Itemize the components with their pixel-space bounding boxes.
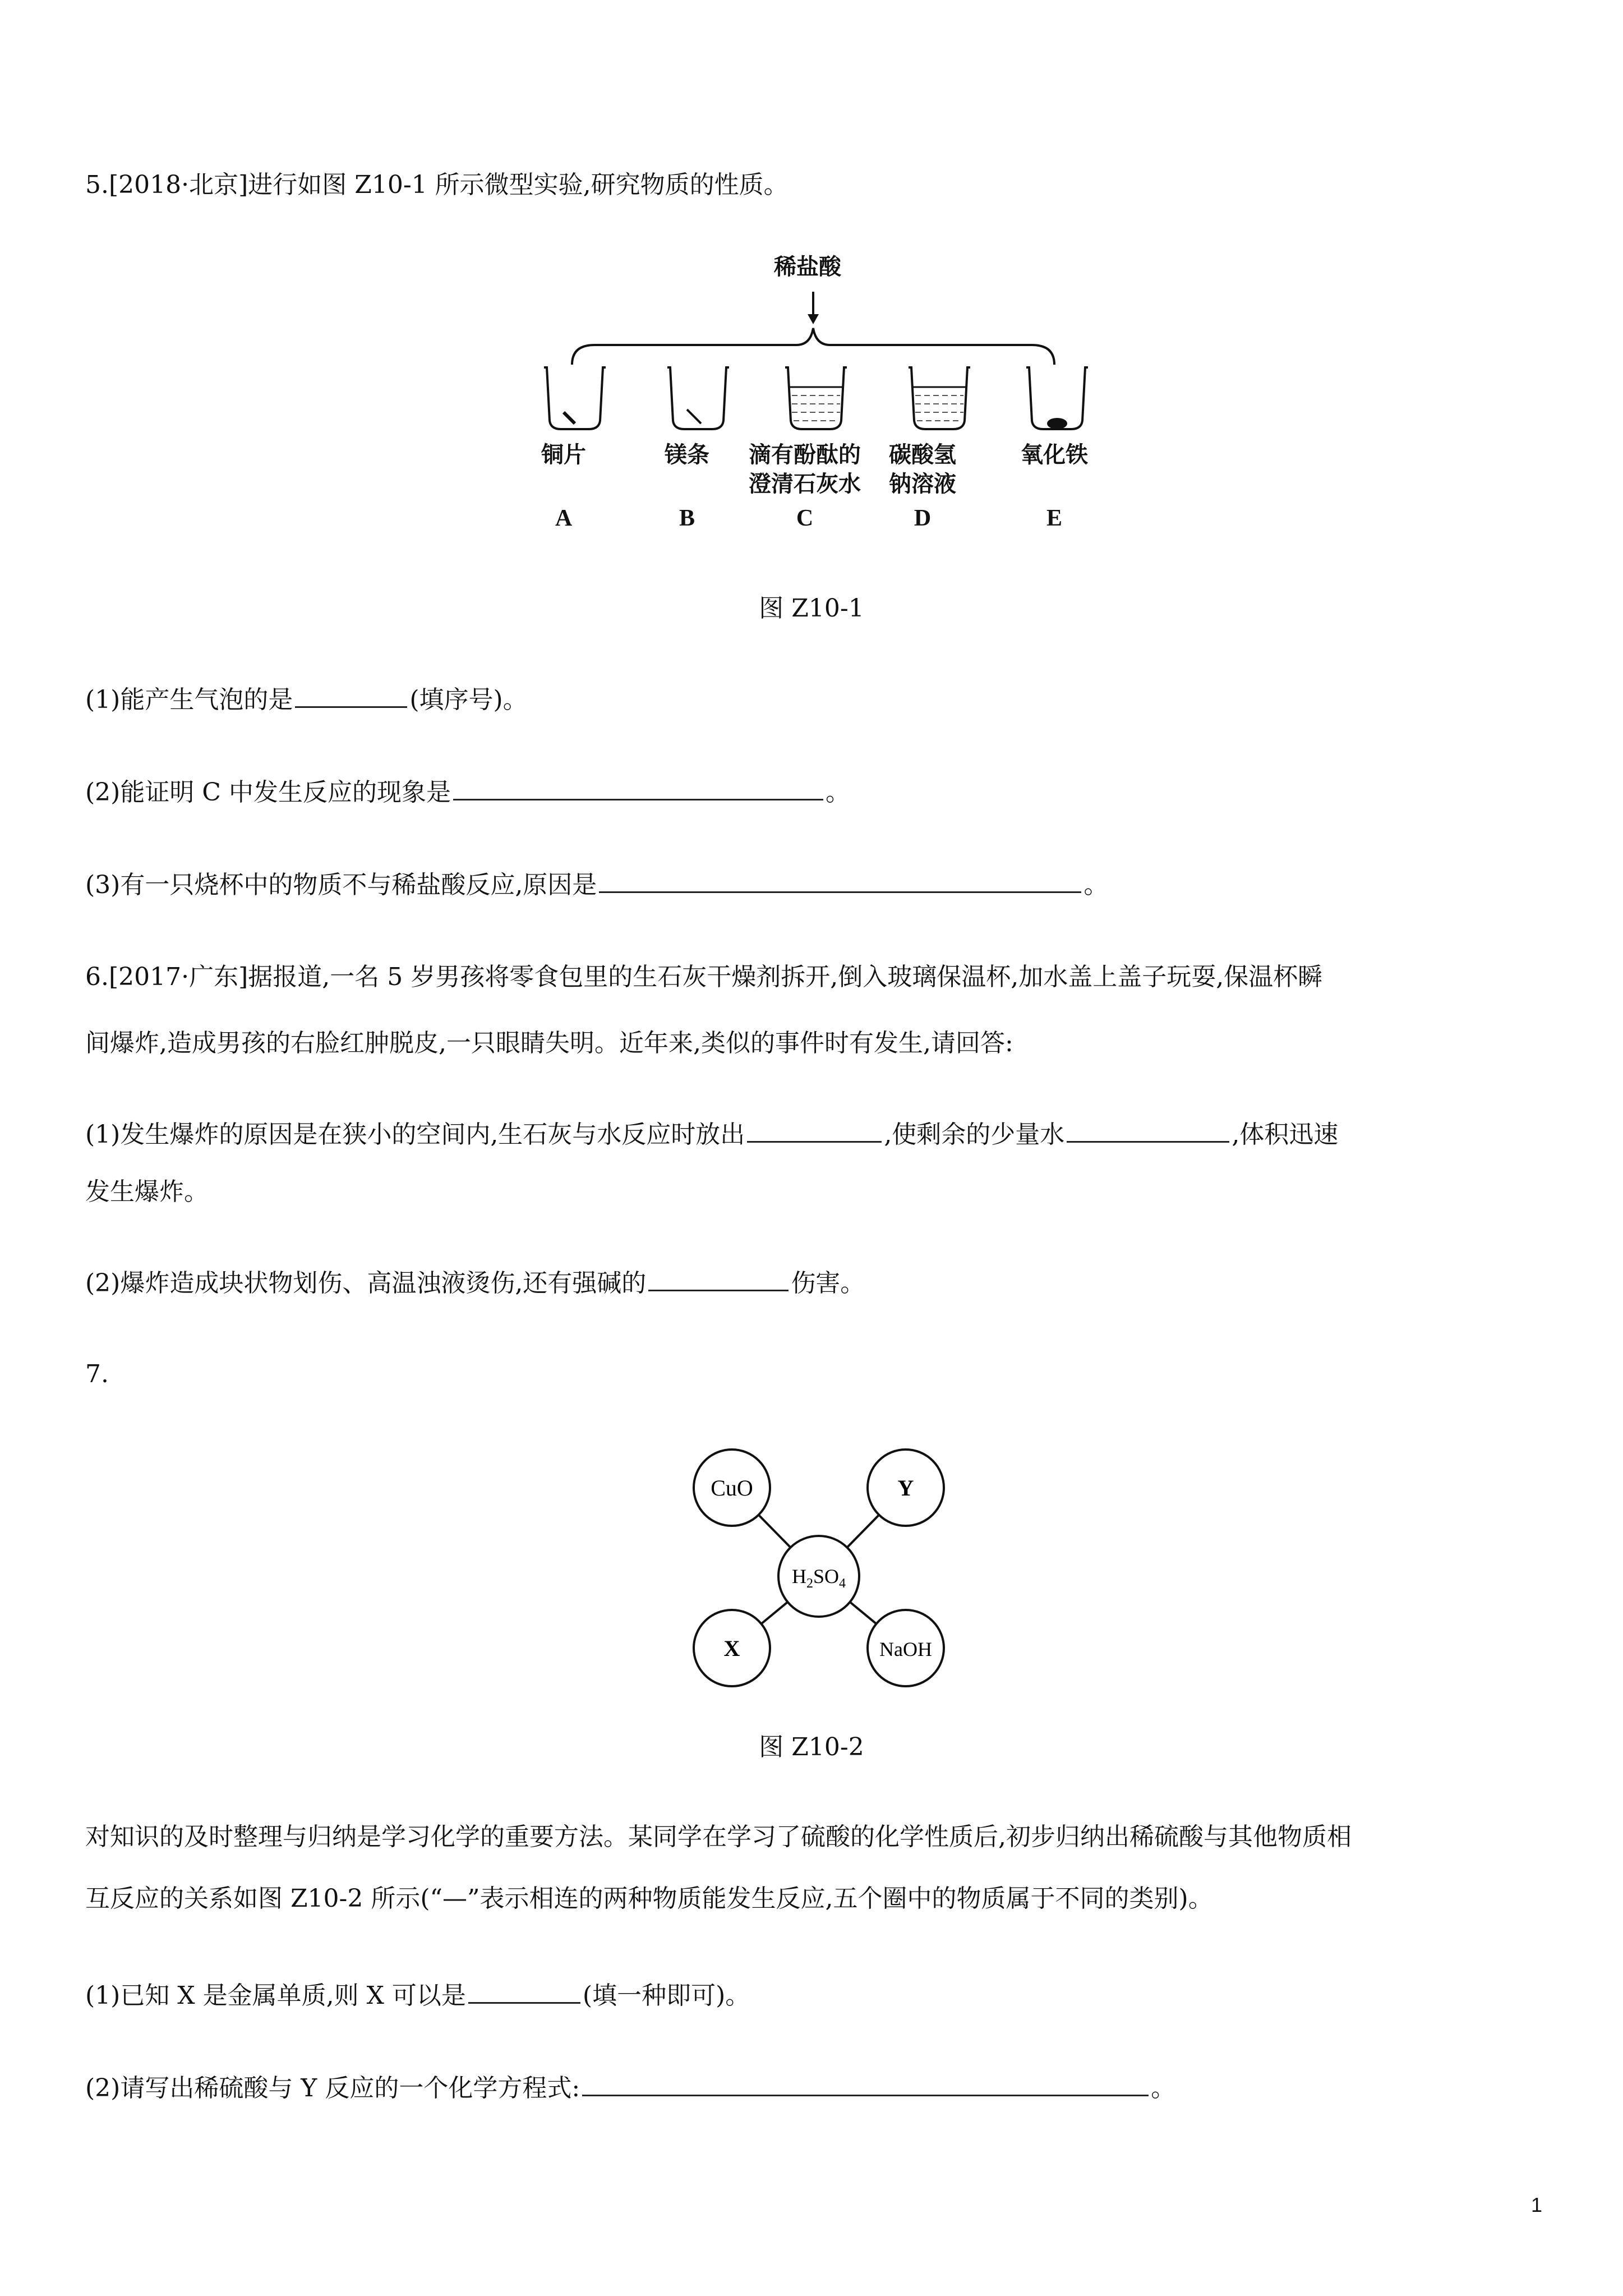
q5-sub3-blank[interactable] xyxy=(599,867,1081,893)
letter-c: C xyxy=(796,505,814,531)
q7-sub1 xyxy=(85,1977,750,2013)
q7-para-line2: 互反应的关系如图 Z10-2 所示(“—”表示相连的两种物质能发生反应,五个圈中的物质属于不同的类别)。 xyxy=(85,1884,1213,1913)
q7-sub1-blank[interactable] xyxy=(468,1977,580,2004)
q6-sub1-text-end: ,体积迅速 xyxy=(1232,1120,1339,1149)
q7-para-line1: 对知识的及时整理与归纳是学习化学的重要方法。某同学在学习了硫酸的化学性质后,初步归纳出稀硫酸与其他物质相 xyxy=(85,1823,1352,1851)
letter-a: A xyxy=(555,505,573,531)
q6-sub1-text: (1)发生爆炸的原因是在狭小的空间内,生石灰与水反应时放出 xyxy=(85,1120,745,1149)
q6-stem-line2: 间爆炸,造成男孩的右脸红肿脱皮,一只眼睛失明。近年来,类似的事件时有发生,请回答: xyxy=(85,1029,1013,1057)
q7-sub2-text: (2)请写出稀硫酸与 Y 反应的一个化学方程式: xyxy=(85,2074,580,2102)
q5-sub1-blank[interactable] xyxy=(295,682,407,708)
beaker-a-label: 铜片 xyxy=(541,442,586,468)
q6-sub2-text: (2)爆炸造成块状物划伤、高温浊液烫伤,还有强碱的 xyxy=(85,1269,647,1297)
q7-sub1-text: (1)已知 X 是金属单质,则 X 可以是 xyxy=(85,1981,466,2010)
q6-sub1-blank-1[interactable] xyxy=(747,1116,882,1143)
q5-sub3 xyxy=(85,867,1108,902)
q7-sub1-text-end: (填一种即可)。 xyxy=(582,1981,750,2010)
beaker-d-label-2: 钠溶液 xyxy=(889,471,956,497)
q6-sub1 xyxy=(85,1116,1338,1152)
q5-sub3-text-end: 。 xyxy=(1083,871,1109,899)
letter-e: E xyxy=(1046,505,1062,531)
q6-stem-line1: 6.[2017·广东]据报道,一名 5 岁男孩将零食包里的生石灰干燥剂拆开,倒入玻璃保温杯,加水盖上盖子玩耍,保温杯瞬 xyxy=(85,963,1323,991)
label-y: Y xyxy=(897,1475,914,1501)
beaker-e xyxy=(1026,367,1088,429)
beaker-b-label: 镁条 xyxy=(665,442,709,468)
q7-number: 7. xyxy=(85,1360,109,1388)
beaker-b xyxy=(667,367,729,429)
q5-sub1 xyxy=(85,682,528,717)
figure-z10-2 xyxy=(673,1436,965,1694)
q6-sub2-text-end: 伤害。 xyxy=(791,1269,865,1297)
q6-sub1-text-mid: ,使剩余的少量水 xyxy=(884,1120,1065,1149)
q5-stem: 5.[2018·北京]进行如图 Z10-1 所示微型实验,研究物质的性质。 xyxy=(85,171,789,199)
beaker-c xyxy=(785,367,847,429)
q6-sub2-blank[interactable] xyxy=(648,1265,789,1291)
q5-sub1-text-end: (填序号)。 xyxy=(409,685,528,714)
q7-sub2-text-end: 。 xyxy=(1151,2074,1176,2102)
beaker-a xyxy=(544,367,606,429)
q5-sub1-text: (1)能产生气泡的是 xyxy=(85,685,293,714)
beaker-e-label: 氧化铁 xyxy=(1021,442,1088,468)
label-naoh: NaOH xyxy=(879,1638,932,1660)
label-cuo: CuO xyxy=(711,1475,753,1501)
letter-b: B xyxy=(679,505,695,531)
q6-sub2 xyxy=(85,1265,865,1300)
figure-caption-z10-2: 图 Z10-2 xyxy=(759,1733,864,1761)
beaker-c-label-2: 澄清石灰水 xyxy=(749,471,861,497)
q6-sub1-line2: 发生爆炸。 xyxy=(85,1177,209,1206)
q5-sub2-blank[interactable] xyxy=(453,774,823,800)
q5-sub2-text: (2)能证明 C 中发生反应的现象是 xyxy=(85,778,451,807)
reagent-label: 稀盐酸 xyxy=(774,254,841,280)
letter-d: D xyxy=(914,505,932,531)
beaker-c-label-1: 滴有酚酞的 xyxy=(749,442,861,468)
q7-sub2-blank[interactable] xyxy=(582,2070,1149,2096)
label-h2so4: $H_2SO_4$ xyxy=(791,1565,846,1591)
q7-sub2 xyxy=(85,2070,1175,2105)
label-x: X xyxy=(723,1636,740,1661)
beaker-d xyxy=(909,367,970,429)
q5-sub2 xyxy=(85,774,850,809)
beaker-d-label-1: 碳酸氢 xyxy=(889,442,956,468)
q6-sub1-blank-2[interactable] xyxy=(1067,1116,1229,1143)
figure-caption-z10-1: 图 Z10-1 xyxy=(759,594,864,623)
q5-sub2-text-end: 。 xyxy=(825,778,850,807)
page-number: 1 xyxy=(1531,2193,1543,2216)
q5-sub3-text: (3)有一只烧杯中的物质不与稀盐酸反应,原因是 xyxy=(85,871,597,899)
